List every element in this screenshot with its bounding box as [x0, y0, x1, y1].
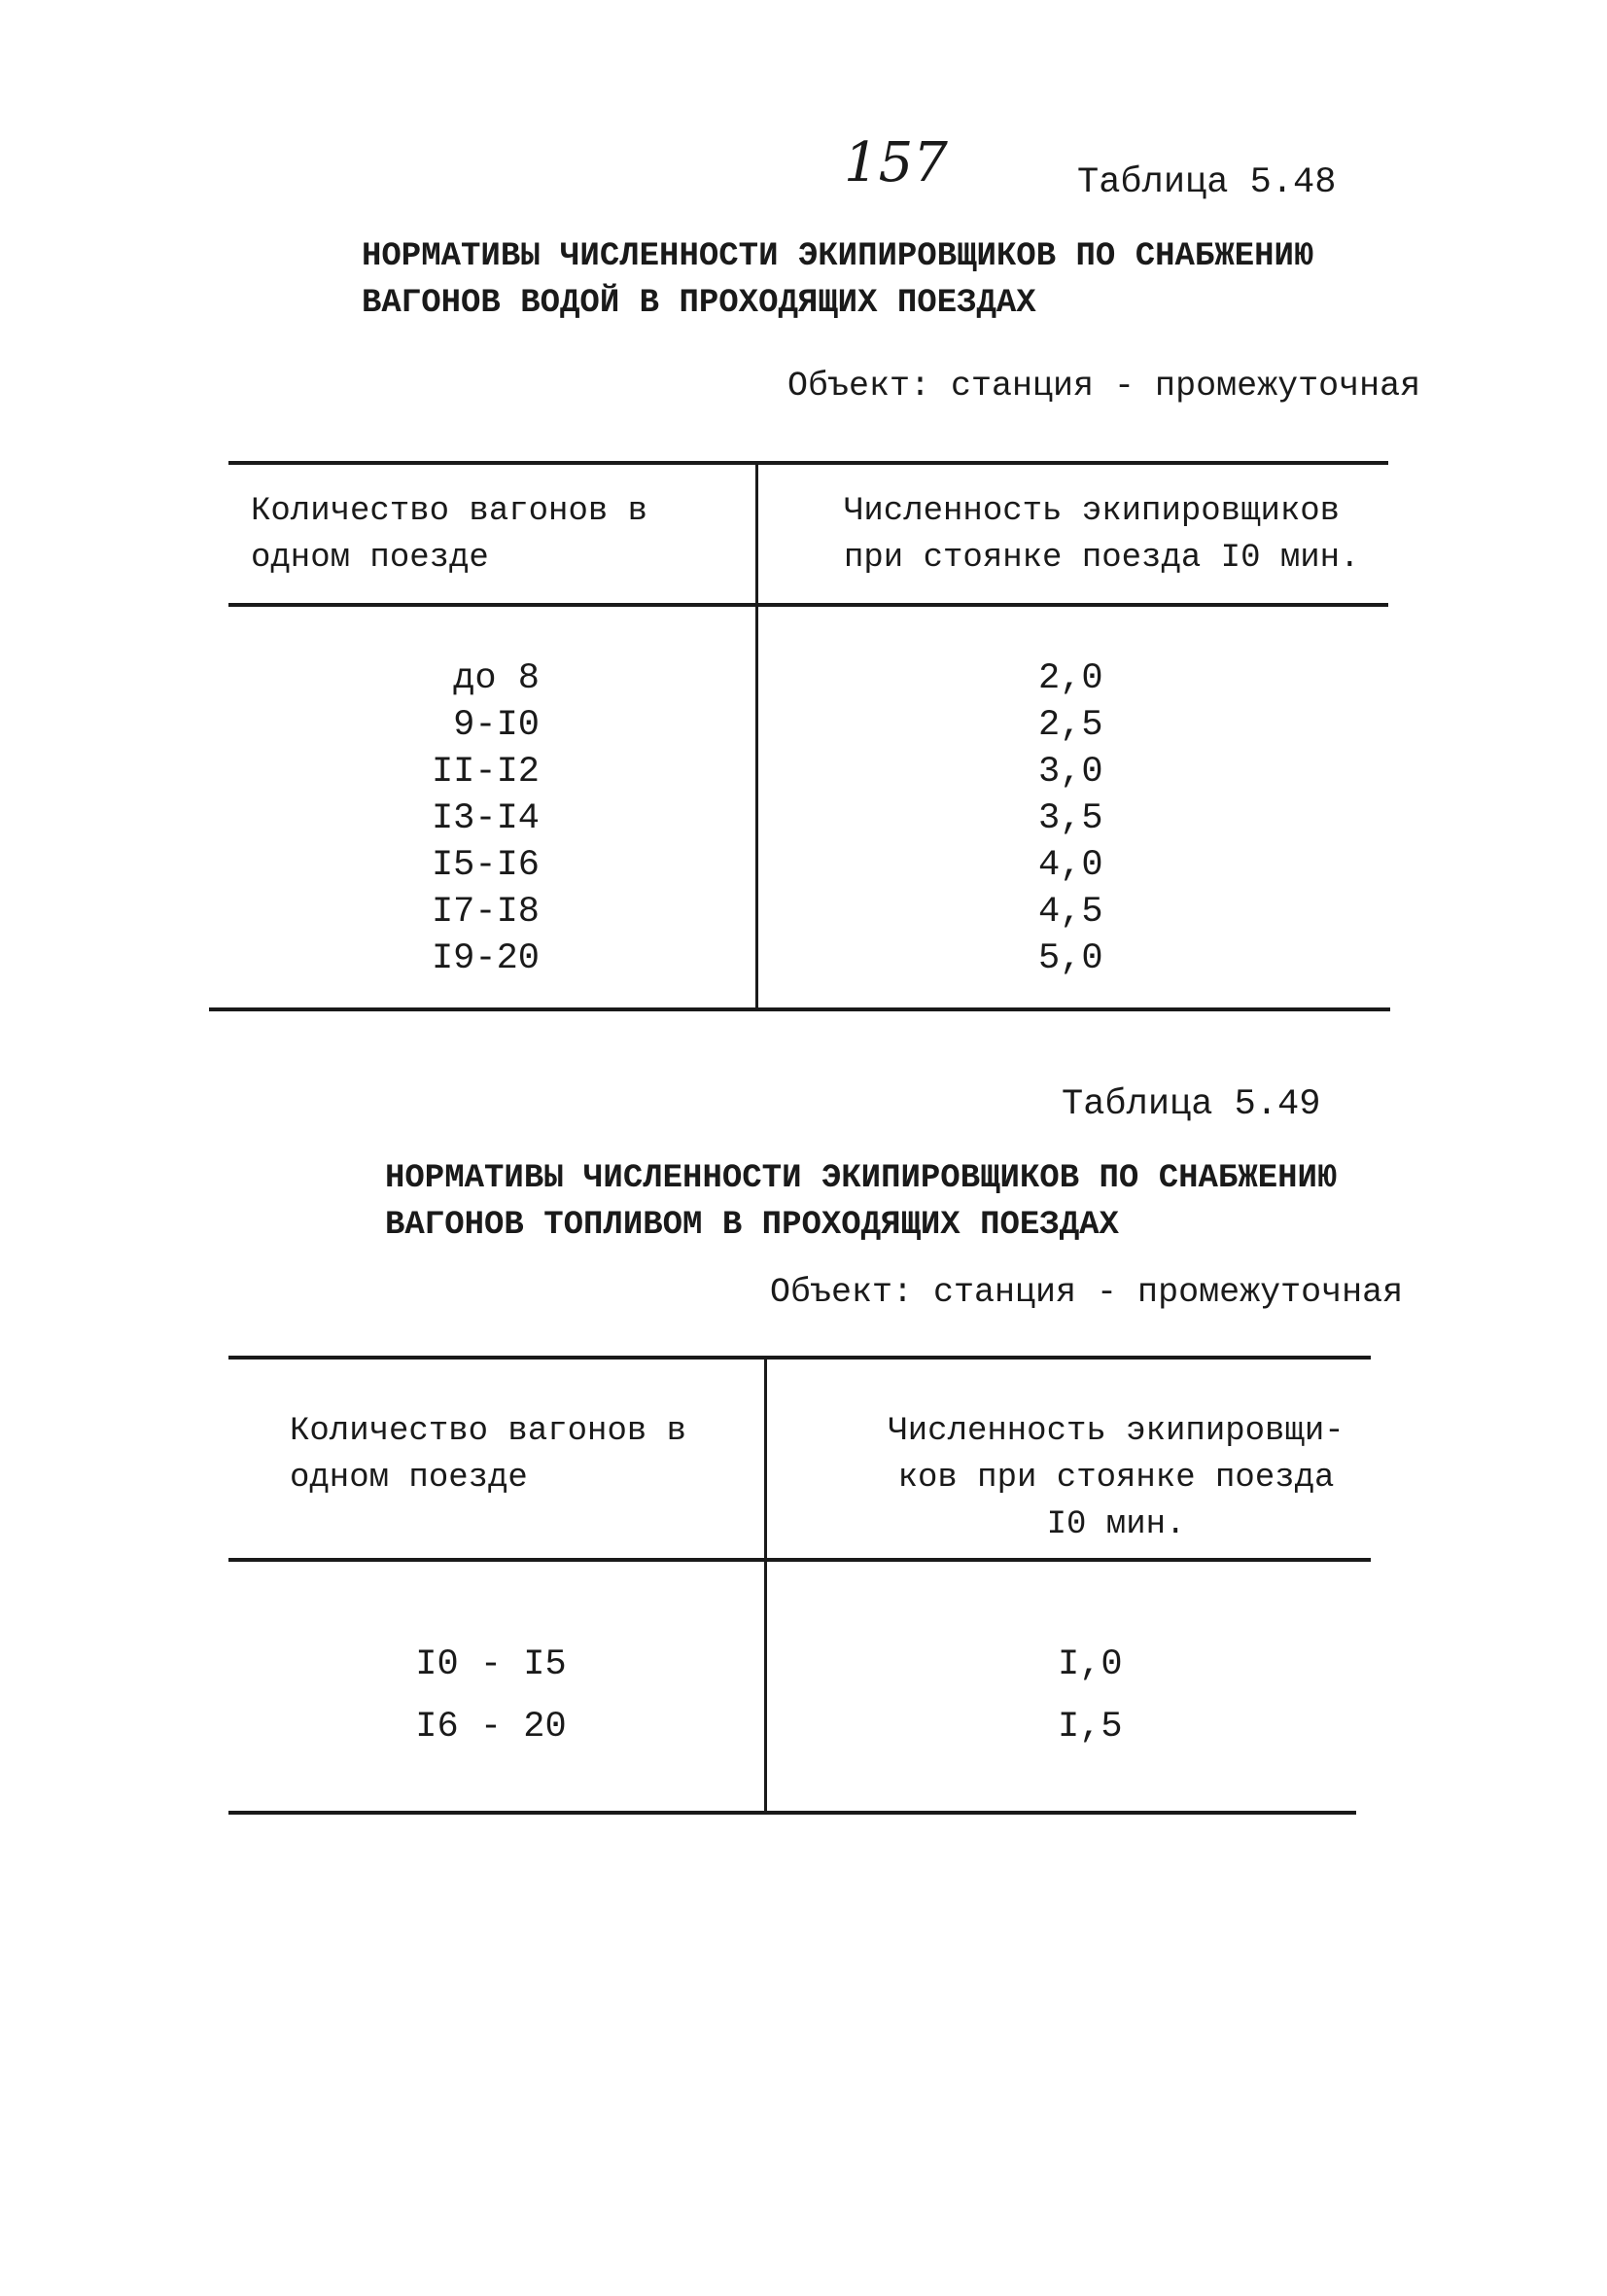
table-549-header-rule — [228, 1558, 1371, 1562]
table-548-label: Таблица 5.48 — [1077, 162, 1337, 203]
table-548-bottom-rule — [209, 1007, 1390, 1011]
table-548-header-rule — [228, 603, 1388, 607]
table-548-header-workers-line-2: при стоянке поезда I0 мин. — [844, 540, 1360, 577]
table-row-workers: 3,0 — [1038, 752, 1103, 793]
table-row-cars: I5-I6 — [431, 845, 540, 886]
table-549-label: Таблица 5.49 — [1062, 1084, 1321, 1125]
table-548-column-divider — [755, 461, 758, 1009]
table-row-workers: 3,5 — [1038, 798, 1103, 839]
table-548-title — [362, 233, 1313, 327]
table-548-title-line-2: ВАГОНОВ ВОДОЙ В ПРОХОДЯЩИХ ПОЕЗДАХ — [362, 285, 1036, 322]
table-row-cars: II-I2 — [431, 752, 540, 793]
table-row-cars: I3-I4 — [431, 798, 540, 839]
table-row-cars: I9-20 — [431, 938, 540, 979]
table-549-workers-column — [1058, 1634, 1155, 1758]
table-549-header-cars-line-2: одном поезде — [290, 1460, 528, 1497]
table-row-cars: I6 - 20 — [415, 1707, 567, 1748]
table-row-workers: 4,0 — [1038, 845, 1103, 886]
table-548-header-cars — [251, 488, 647, 582]
table-row-cars: I0 - I5 — [415, 1644, 567, 1685]
table-548-header-cars-line-1: Количество вагонов в — [251, 493, 648, 530]
table-row-workers: 2,0 — [1038, 658, 1103, 699]
table-548-header-workers-line-1: Численность экипировщиков — [844, 493, 1341, 530]
table-548-header-workers — [844, 488, 1360, 582]
table-549-column-divider — [764, 1356, 767, 1813]
table-549-title-line-2: ВАГОНОВ ТОПЛИВОМ В ПРОХОДЯЩИХ ПОЕЗДАХ — [385, 1207, 1119, 1244]
table-row-workers: 4,5 — [1038, 892, 1103, 933]
table-row-cars: I7-I8 — [431, 892, 540, 933]
table-row-workers: I,5 — [1058, 1707, 1123, 1748]
page-number: 157 — [844, 131, 948, 194]
table-549-title-line-1: НОРМАТИВЫ ЧИСЛЕННОСТИ ЭКИПИРОВЩИКОВ ПО СНАБЖЕНИЮ — [385, 1160, 1338, 1197]
table-row-workers: I,0 — [1058, 1644, 1123, 1685]
table-549-header-cars-line-1: Количество вагонов в — [290, 1413, 687, 1450]
table-549-top-rule — [228, 1356, 1371, 1360]
table-549-header-cars — [290, 1408, 686, 1501]
table-549-header-workers-line-1: Численность экипировщи- — [888, 1413, 1345, 1450]
table-549-header-workers-line-2: ков при стоянке поезда — [897, 1460, 1335, 1497]
table-549-bottom-rule — [228, 1811, 1356, 1815]
table-row-cars: 9-I0 — [453, 705, 540, 746]
table-549-header-workers-line-3: I0 мин. — [1046, 1506, 1186, 1543]
table-548-workers-column — [1038, 655, 1155, 982]
table-549-header-workers — [863, 1408, 1369, 1548]
table-548-object: Объект: станция - промежуточная — [787, 367, 1421, 406]
table-549-title — [385, 1155, 1337, 1249]
table-549-object: Объект: станция - промежуточная — [770, 1273, 1404, 1312]
table-548-top-rule — [228, 461, 1388, 465]
table-548-cars-column — [408, 655, 540, 982]
table-row-workers: 2,5 — [1038, 705, 1103, 746]
table-548-title-line-1: НОРМАТИВЫ ЧИСЛЕННОСТИ ЭКИПИРОВЩИКОВ ПО СНАБЖЕНИЮ — [362, 238, 1314, 275]
table-row-workers: 5,0 — [1038, 938, 1103, 979]
table-row-cars: до 8 — [453, 658, 540, 699]
table-548-header-cars-line-2: одном поезде — [251, 540, 489, 577]
table-549-cars-column — [394, 1634, 588, 1758]
